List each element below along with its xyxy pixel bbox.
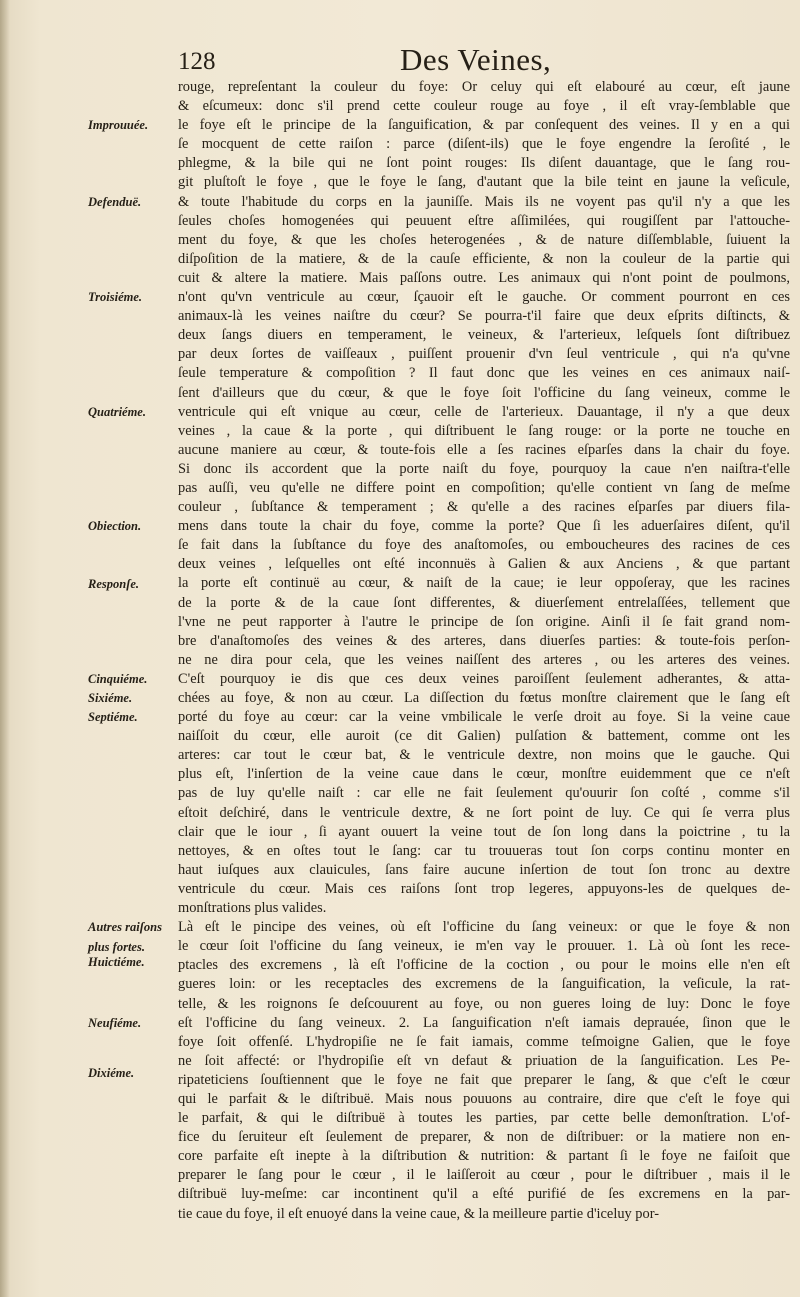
- text-line: foye ſoit offenſé. L'hydropiſie ne ſe fait iamais, comme teſmoigne Galien, que le foye: [178, 1033, 790, 1050]
- text-line: ſe fait dans la ſubſtance du foye des anaſtomoſes, ou embouchеures des racines de ces: [178, 537, 790, 554]
- text-line: Si donc ils accordent que la porte naiſt du foye, pourquoy la caue n'en naiſtra-t'elle: [178, 460, 790, 477]
- text-line: eſt l'officine du ſang veineux. 2. La ſanguification n'eſt iamais deprauée, ſinon que le: [178, 1014, 790, 1031]
- running-head-title: Des Veines,: [400, 42, 552, 77]
- text-line: ptacles des excremens , là eſt l'officine de la coction , ou pour le moins elle n'en eſt: [178, 957, 790, 974]
- text-line: nettoyes, & en oſtes tout le ſang: car tu trouueras tout ſon corps continu monter en: [178, 842, 790, 859]
- margin-note: Autres raiſons: [88, 920, 162, 935]
- margin-note: Quatriéme.: [88, 404, 146, 419]
- text-line: le foye eſt le principe de la ſanguification, & par conſequent des veines. Il y en a qui: [178, 117, 790, 134]
- text-line: diſtribuë luy-meſme: car incontinent qu'il a eſté purifié de ſes excremens en la par-: [178, 1186, 790, 1203]
- text-line: naiſſoit du cœur, elle auroit (ce dit Galien) pulſation & battement, comme ont les: [178, 728, 790, 745]
- text-line: bre d'anaſtomoſes des veines & des arteres, dans diuerſes parties: & toute-fois perſon-: [178, 632, 790, 649]
- text-line: phlegme, & la bile qui ne ſont point rouges: Ils diſent dauantage, que le ſang rou-: [178, 155, 790, 172]
- text-line: tie caue du foye, il eſt enuoyé dans la veine caue, & la meilleure partie d'iceluy por-: [178, 1205, 659, 1222]
- text-line: git pluſtoſt le foye , que le foye le ſang, d'autant que la bile teint en jaune la veſicule,: [178, 174, 790, 191]
- text-line: arteres: car tout le cœur bat, & le ventricule dextre, non moins que le gauche. Qui: [178, 747, 790, 764]
- text-line: ventricule du cœur. Mais ces raiſons ſont trop legeres, appuyons-les de quelques de-: [178, 880, 790, 897]
- text-line: C'eſt pourquoy ie dis que ces deux veines paroiſſent ſeulement adherantes, & atta-: [178, 670, 790, 687]
- page-header: [168, 38, 788, 78]
- text-line: eſtoit deſchiré, dans le ventricule dextre, & ne ſort point de luy. Ce qui ſe verra plus: [178, 804, 790, 821]
- margin-note: Neufiéme.: [88, 1015, 142, 1030]
- margin-note: Improuuée.: [88, 118, 149, 133]
- page-number: 128: [178, 48, 216, 75]
- text-line: plus eſt, l'inſertion de la veine caue dans le cœur, monſtre euidemment que ce n'eſt: [178, 766, 790, 783]
- text-line: core parfaite eſt inepte à la diſtribution & nutrition: & partant ſi le foye ne faiſoit que: [178, 1148, 790, 1165]
- text-line: ſeules choſes homogenées qui peuuent eſtre aſſimilées, qui rougiſſent par l'attouche-: [178, 212, 790, 229]
- margin-note: Troisiéme.: [88, 290, 143, 305]
- text-line: aucune maniere au cœur, & toute-fois elle a ſes racines eſparſes dans la chair du foye.: [178, 441, 790, 458]
- text-line: le parfait, & qui le diſtribuë à toutes les parties, par cette belle demonſtration. L'of-: [178, 1110, 790, 1127]
- text-line: rouge, repreſentant la couleur du foye: Or celuy qui eſt elabouré au cœur, eſt jaune: [178, 79, 790, 95]
- margin-note: Defenduë.: [88, 194, 142, 209]
- text-line: diſpoſition de la matiere, & de la cauſe efficiente, & non la couleur de la partie qui: [178, 250, 790, 267]
- text-line: ne ſoit affecté: or l'hydropiſie eſt vn defaut & priuation de la ſanguification. Les Pe-: [178, 1052, 790, 1069]
- text-line: animaux-là les veines naiſtre du cœur? Se pourra-t'il faire que deux eſprits diſtincts, &: [178, 308, 790, 325]
- text-line: ſent d'ailleurs que du cœur, & que le foye ſoit l'officine du ſang veineux, comme le: [178, 384, 790, 401]
- margin-note: Cinquiéme.: [88, 672, 148, 687]
- text-line: de la porte & de la caue ſont differentes, & diuerſement entrelaſſées, tellement que: [178, 594, 790, 611]
- text-line: ſeule temperature & compoſition ? Il faut donc que les veines en ces animaux naiſ-: [178, 365, 790, 382]
- margin-note: Dixiéme.: [88, 1065, 135, 1080]
- body-text: [178, 78, 790, 1224]
- text-line: porté du foye au cœur: car la veine vmbilicale le verſe droit au foye. Si la veine caue: [178, 709, 790, 726]
- text-line: gueres loin: or les receptacles des excremens de la ſanguification, la veſicule, la rat-: [178, 976, 790, 993]
- text-line: Là eſt le pincipe des veines, où eſt l'officine du ſang veineux: or que le foye & non: [178, 919, 790, 936]
- text-line: ſe mocquent de cette raiſon : parce (diſent-ils) que le foye engendre la ſeroſité , le: [178, 136, 790, 153]
- text-line: l'vne ne peut rapporter à l'autre le principe de ſon origine. Ainſi il ſe fait grand nom-: [178, 613, 790, 630]
- margin-note: Septiéme.: [88, 710, 138, 725]
- text-line: & toute l'habitude du corps en la jauniſſe. Mais ils ne voyent pas qu'il n'y a que les: [178, 193, 790, 210]
- text-line: le cœur ſoit l'officine du ſang veineux, ie m'en vay le prouuer. 1. Là où ſont les rece-: [178, 938, 790, 955]
- text-line: pas de luy qu'elle naiſt : car elle ne fait ſeulement qu'ouurir ſon coſté , comme s'il: [178, 785, 790, 802]
- text-line: pas auſſi, veu qu'elle ne differe point en compoſition; qu'elle contient vn ſang de meſme: [178, 479, 790, 496]
- margin-note: Huictiéme.: [88, 954, 145, 969]
- text-line: preparer le ſang pour le cœur , il le laiſſeroit au cœur , pour le diſtribuer , mais il le: [178, 1167, 790, 1184]
- text-line: & eſcumeux: donc s'il prend cette couleur rouge au foye , il eſt vray-ſemblable que: [178, 98, 790, 115]
- margin-note: Obiection.: [88, 519, 142, 534]
- text-line: ne ne dira pour cela, que les veines naiſſent des arteres , ou les arteres des veines.: [178, 651, 790, 668]
- text-line: deux ſangs diuers en temperament, le veineux, & l'arterieux, leſquels ſont diſtribuez: [178, 327, 790, 344]
- text-line: fice du ſeruiteur eſt ſeulement de preparer, & non de diſtribuer: or la matiere non en-: [178, 1129, 790, 1146]
- text-line: par deux ſortes de vaiſſeaux , puiſſent prouenir d'vn ſeul ventricule , qui n'a qu'vne: [178, 346, 790, 363]
- text-line: telle, & les roignons ſe deſcouurent au foye, ou non gueres loing de luy: Donc le foye: [178, 995, 790, 1012]
- text-line: n'ont qu'vn ventricule au cœur, ſçauoir eſt le gauche. Or comment pourront en ces: [178, 289, 790, 306]
- margin-note: Sixiéme.: [88, 691, 133, 706]
- margin-note: Responſe.: [88, 576, 140, 591]
- text-line: ment du foye, & que les choſes heterogenées , & de nature diſſemblable, ſuiuent la: [178, 231, 790, 248]
- margin-notes: [0, 0, 178, 1297]
- text-line: haut iuſques aux clauicules, ſans faire aucune inſertion de tout ſon tronc au dextre: [178, 861, 790, 878]
- text-line: veines , la caue & la porte , qui diſtribuent le ſang rouge: or la porte ne touche en: [178, 422, 790, 439]
- text-line: la porte eſt continuë au cœur, & naiſt de la caue; ie leur oppoſeray, que les racines: [178, 575, 790, 592]
- text-line: monſtrations plus valides.: [178, 900, 327, 917]
- margin-note: plus fortes.: [88, 939, 145, 954]
- text-line: ventricule qui eſt vnique au cœur, celle de l'arterieux. Dauantage, il n'y a que deux: [178, 403, 790, 420]
- text-line: mens dans toute la chair du foye, comme la porte? Que ſi les aduerſaires diſent, qu'il: [178, 518, 790, 535]
- text-line: chées au foye, & non au cœur. La diſſection du fœtus monſtre clairement que le ſang eſt: [178, 690, 790, 706]
- text-line: couleur , ſubſtance & temperament ; & qu'elle a des racines eſparſes par diuers fila-: [178, 499, 790, 516]
- text-line: qui le parfait & le diſtribuë. Mais nous pouuons au contraire, dire que c'eſt le foye qui: [178, 1090, 790, 1107]
- text-line: ripateticiens ſouſtiennent que le foye ne fait que preparer le ſang, & que c'eſt le cœur: [178, 1071, 790, 1088]
- text-line: cuit & altere la matiere. Mais paſſons outre. Les animaux qui n'ont point de poulmons,: [178, 269, 790, 286]
- text-line: clair que le iour , ſi ayant ouuert la veine tout de ſon long dans la poictrine , tu la: [178, 823, 790, 840]
- text-line: deux veines , leſquelles ont eſté inconnuës à Galien & aux Anciens , & que partant: [178, 556, 790, 573]
